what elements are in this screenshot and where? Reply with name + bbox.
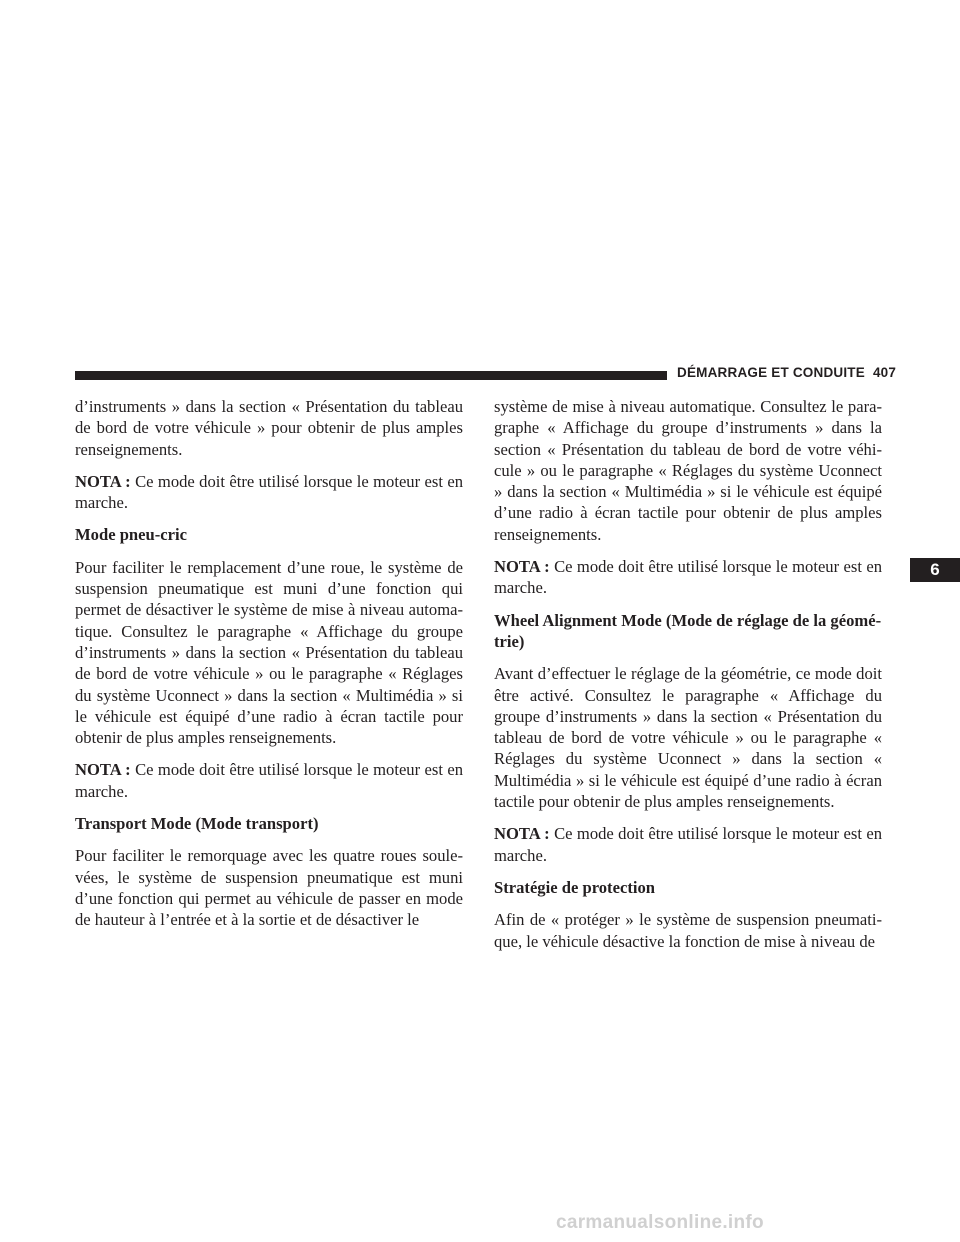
page-number: 407 <box>872 365 897 380</box>
note <box>494 823 882 866</box>
section-heading: Stratégie de protection <box>494 877 655 897</box>
note <box>75 759 463 802</box>
right-column <box>494 396 882 963</box>
note <box>494 556 882 599</box>
note-label: NOTA : <box>75 760 131 780</box>
paragraph: système de mise à niveau automatique. Consultez le para-graphe « Affichage du groupe d’instruments » dans la section « Présentation du tableau de bord de votre véhi-cule » ou le paragraphe « Réglages du système Uconnect » dans la section « Multimédia » si le véhicule est équipé d’une radio à écran tactile pour obtenir de plus amples renseignements. <box>494 397 882 544</box>
note-text: Ce mode doit être utilisé lorsque le moteur est en marche. <box>75 471 463 513</box>
note <box>75 471 463 514</box>
paragraph: Avant d’effectuer le réglage de la géométrie, ce mode doit être activé. Consultez le paragraphe « Affichage du groupe d’instruments » dans la section « Présentation du tableau de bord de votre véhicule » ou le paragraphe « Réglages du système Uconnect » dans la section « Multimédia » si le véhicule est équipé d’une radio à écran tactile pour obtenir de plus amples renseignements. <box>494 664 882 812</box>
chapter-tab: 6 <box>910 558 960 582</box>
paragraph: Pour faciliter le remorquage avec les quatre roues soule-vées, le système de suspension pneumatique est muni d’une fonction qui permet au véhicule de passer en mode de hauteur à l’entrée et à la sortie et de désactiver le <box>75 846 463 930</box>
paragraph: Pour faciliter le remplacement d’une roue, le système de suspension pneumatique est muni d’une fonction qui permet de désactiver le système de mise à niveau automa-tique. Consultez le paragraphe « Affichage du groupe d’instruments » dans la section « Présentation du tableau de bord de votre véhicule » ou le paragraphe « Réglages du système Uconnect » dans la section « Multimédia » si le véhicule est équipé d’une radio à écran tactile pour obtenir de plus amples renseignements. <box>75 557 463 748</box>
section-heading: Mode pneu-cric <box>75 525 187 545</box>
note-text: Ce mode doit être utilisé lorsque le moteur est en marche. <box>75 760 463 801</box>
note-text: Ce mode doit être utilisé lorsque le moteur est en marche. <box>494 824 882 865</box>
note-label: NOTA : <box>494 824 550 844</box>
note-text: Ce mode doit être utilisé lorsque le moteur est en marche. <box>494 557 882 598</box>
section-title: DÉMARRAGE ET CONDUITE <box>677 365 865 380</box>
paragraph: Afin de « protéger » le système de suspension pneumati-que, le véhicule désactive la fonction de mise à niveau de <box>494 910 882 951</box>
section-heading: Transport Mode (Mode transport) <box>75 814 319 834</box>
watermark: carmanualsonline.info <box>556 1212 764 1233</box>
running-header <box>677 365 897 380</box>
paragraph: d’instruments » dans la section « Présentation du tableau de bord de votre véhicule » pour obtenir de plus amples renseignements. <box>75 397 463 459</box>
section-heading: Wheel Alignment Mode (Mode de réglage de la géomé-trie) <box>494 610 882 651</box>
note-label: NOTA : <box>75 471 131 491</box>
note-label: NOTA : <box>494 557 550 577</box>
header-rule <box>75 371 667 380</box>
left-column <box>75 396 463 942</box>
